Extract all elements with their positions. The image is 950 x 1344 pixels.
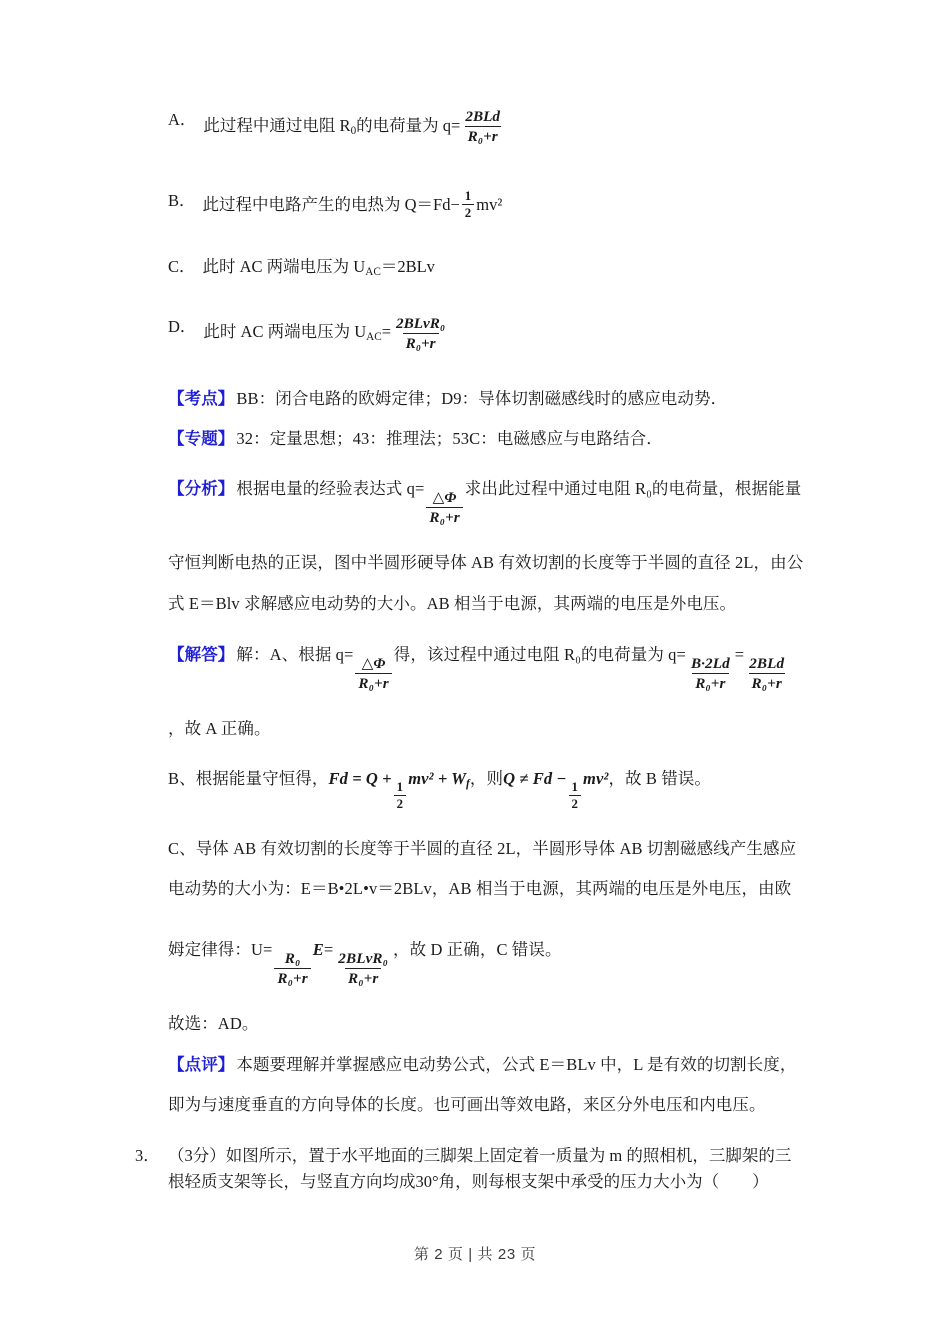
jieda-a-fraction-1 bbox=[355, 655, 391, 692]
fraction-denominator: R₀+r bbox=[426, 507, 462, 526]
jieda-b-equation-2: Q ≠ Fd − $\frac{1}{2}$ mv² bbox=[503, 769, 609, 812]
option-a-body bbox=[203, 108, 825, 145]
fraction-numerator: △Φ bbox=[432, 489, 457, 507]
spacer bbox=[135, 577, 825, 591]
jieda-row-d bbox=[168, 937, 825, 987]
fraction-denominator: 2 bbox=[394, 795, 407, 811]
fraction-numerator: 1 bbox=[571, 779, 579, 794]
zhuanti-row bbox=[168, 426, 825, 452]
dianping-line-2: 即为与速度垂直的方向导体的长度。也可画出等效电路，来区分外电压和内电压。 bbox=[168, 1094, 766, 1114]
option-d-body bbox=[203, 315, 825, 352]
question-3-number: 3． bbox=[135, 1145, 160, 1165]
option-d-label: D． bbox=[168, 316, 197, 336]
spacer bbox=[135, 221, 825, 255]
kaodian-text: BB：闭合电路的欧姆定律；D9：导体切割磁感线时的感应电动势． bbox=[236, 388, 728, 408]
option-c-text: 此时 AC 两端电压为 $U_{AC}=2BLv$ bbox=[202, 256, 435, 278]
dianping-line1: 本题要理解并掌握感应电动势公式，公式 E＝BLv 中，L 是有效的切割长度， bbox=[236, 1054, 797, 1074]
option-d-text: 此时 AC 两端电压为 $U_{AC}=$ bbox=[203, 322, 392, 344]
fenxi-line1-before: 根据电量的经验表达式 q= bbox=[236, 479, 425, 499]
spacer bbox=[135, 903, 825, 937]
option-d-fraction bbox=[393, 315, 448, 352]
fraction-numerator: 2BLvR₀ bbox=[396, 314, 446, 332]
fraction-denominator: R₀+r bbox=[692, 673, 728, 692]
fenxi-row-1 bbox=[168, 476, 825, 526]
option-b-body bbox=[203, 189, 825, 221]
jieda-c-line-1: C、导体 AB 有效切割的长度等于半圆的直径 2L，半圆形导体 AB 切割磁感线产生感应 bbox=[168, 838, 797, 858]
spacer bbox=[135, 1038, 825, 1052]
fraction-numerator: 1 bbox=[396, 779, 404, 794]
jieda-final-answer: 故选：AD。 bbox=[168, 1013, 259, 1033]
option-b bbox=[168, 189, 825, 221]
fraction-numerator: 1 bbox=[464, 189, 472, 203]
fenxi-line-2: 守恒判断电热的正误，图中半圆形硬导体 AB 有效切割的长度等于半圆的直径 2L，由公 bbox=[168, 553, 804, 573]
fraction-denominator: R₀+r bbox=[274, 968, 310, 987]
fraction-denominator: 2 bbox=[569, 795, 582, 811]
kaodian-tag: 【考点】 bbox=[168, 388, 235, 408]
fraction-numerator: △Φ bbox=[361, 654, 386, 672]
option-c-body bbox=[203, 255, 825, 281]
jieda-a-before: 解：A、根据 q= bbox=[236, 644, 354, 664]
page-content bbox=[135, 108, 825, 1196]
jieda-tag: 【解答】 bbox=[168, 644, 235, 664]
jieda-b-mid: ，则 bbox=[469, 769, 504, 789]
spacer bbox=[135, 862, 825, 876]
jieda-b-fraction-2 bbox=[569, 780, 582, 812]
jieda-b-tail: ，故 B 错误。 bbox=[608, 769, 711, 789]
spacer bbox=[135, 526, 825, 550]
question-3-line-2: 根轻质支架等长，与竖直方向均成30°角，则每根支架中承受的压力大小为（ ） bbox=[168, 1172, 769, 1192]
option-d bbox=[168, 315, 825, 352]
option-a bbox=[168, 108, 825, 145]
fraction-denominator: R₀+r bbox=[749, 673, 785, 692]
fenxi-line1-after: 求出此过程中通过电阻 R₀的电荷量，根据能量 bbox=[464, 479, 802, 499]
jieda-b-equation-1: Fd = Q + $\frac{1}{2}$ $mv^2 + W_f$ bbox=[328, 769, 470, 812]
dianping-row-1 bbox=[168, 1052, 825, 1078]
spacer bbox=[135, 692, 825, 716]
jieda-d-tail: ，故 D 正确，C 错误。 bbox=[393, 939, 562, 959]
fraction-numerator: R₀ bbox=[284, 949, 301, 967]
fenxi-fraction bbox=[426, 489, 462, 526]
spacer bbox=[135, 812, 825, 836]
fraction-numerator: 2BLd bbox=[465, 108, 500, 125]
spacer bbox=[135, 1078, 825, 1092]
spacer bbox=[135, 618, 825, 642]
option-b-label: B． bbox=[168, 191, 196, 210]
fraction-numerator: 2BLvR₀ bbox=[338, 949, 389, 967]
question-3-body bbox=[168, 1143, 825, 1196]
spacer bbox=[135, 145, 825, 189]
page-footer-text: 第 2 页 | 共 23 页 bbox=[413, 1246, 537, 1263]
question-3 bbox=[135, 1143, 825, 1196]
jieda-b-fraction-1 bbox=[394, 780, 407, 812]
fraction-denominator: R₀+r bbox=[403, 333, 439, 352]
spacer bbox=[135, 452, 825, 476]
kaodian-row bbox=[168, 386, 825, 412]
jieda-a-fraction-3 bbox=[746, 655, 787, 692]
fraction-denominator: R₀+r bbox=[345, 968, 381, 987]
spacer bbox=[135, 281, 825, 315]
spacer bbox=[135, 987, 825, 1011]
fraction-denominator: R₀+r bbox=[355, 673, 391, 692]
fraction-denominator: R₀+r bbox=[465, 126, 501, 145]
spacer bbox=[135, 412, 825, 426]
option-b-text-before: 此过程中电路产生的电热为 Q＝Fd− bbox=[202, 194, 460, 214]
fraction-denominator: 2 bbox=[462, 204, 474, 220]
jieda-d-e: E bbox=[312, 939, 324, 959]
fenxi-tag: 【分析】 bbox=[168, 479, 235, 499]
dianping-tag: 【点评】 bbox=[168, 1054, 235, 1074]
jieda-row-b bbox=[168, 766, 825, 811]
question-3-line-1: （3分）如图所示，置于水平地面的三脚架上固定着一质量为 m 的照相机，三脚架的三 bbox=[168, 1145, 792, 1165]
spacer bbox=[135, 742, 825, 766]
page-footer bbox=[0, 1243, 950, 1264]
jieda-a-mid: 得，该过程中通过电阻 R₀的电荷量为 q= bbox=[393, 644, 686, 664]
spacer bbox=[135, 1119, 825, 1143]
zhuanti-text: 32：定量思想；43：推理法；53C：电磁感应与电路结合． bbox=[236, 428, 663, 448]
option-a-text: 此过程中通过电阻 $R_0$的电荷量为 q= bbox=[203, 115, 461, 137]
jieda-d-fraction-1 bbox=[274, 950, 310, 987]
fraction-numerator: B·2Ld bbox=[690, 654, 730, 672]
jieda-b-before: B、根据能量守恒得， bbox=[168, 769, 329, 789]
jieda-d-equals: = bbox=[323, 939, 334, 959]
jieda-a-tail: ，故 A 正确。 bbox=[168, 718, 271, 738]
jieda-row-a bbox=[168, 642, 825, 692]
option-c bbox=[168, 255, 825, 281]
option-a-fraction bbox=[462, 108, 503, 145]
fraction-numerator: 2BLd bbox=[749, 654, 785, 672]
option-a-label: A． bbox=[168, 110, 197, 129]
jieda-c-line-2: 电动势的大小为：E＝B•2L•v＝2BLv，AB 相当于电源，其两端的电压是外电压，由欧 bbox=[168, 879, 792, 899]
jieda-d-before: 姆定律得：U= bbox=[168, 939, 273, 959]
jieda-d-fraction-2 bbox=[335, 950, 391, 987]
jieda-a-fraction-2 bbox=[688, 655, 733, 692]
option-b-fraction bbox=[462, 189, 474, 221]
option-b-text-after: mv² bbox=[476, 194, 503, 214]
zhuanti-tag: 【专题】 bbox=[168, 428, 235, 448]
fenxi-line-3: 式 E＝Blv 求解感应电动势的大小。AB 相当于电源，其两端的电压是外电压。 bbox=[168, 593, 737, 613]
jieda-a-equals: = bbox=[734, 644, 745, 664]
option-c-label: C． bbox=[168, 256, 196, 276]
spacer bbox=[135, 352, 825, 386]
